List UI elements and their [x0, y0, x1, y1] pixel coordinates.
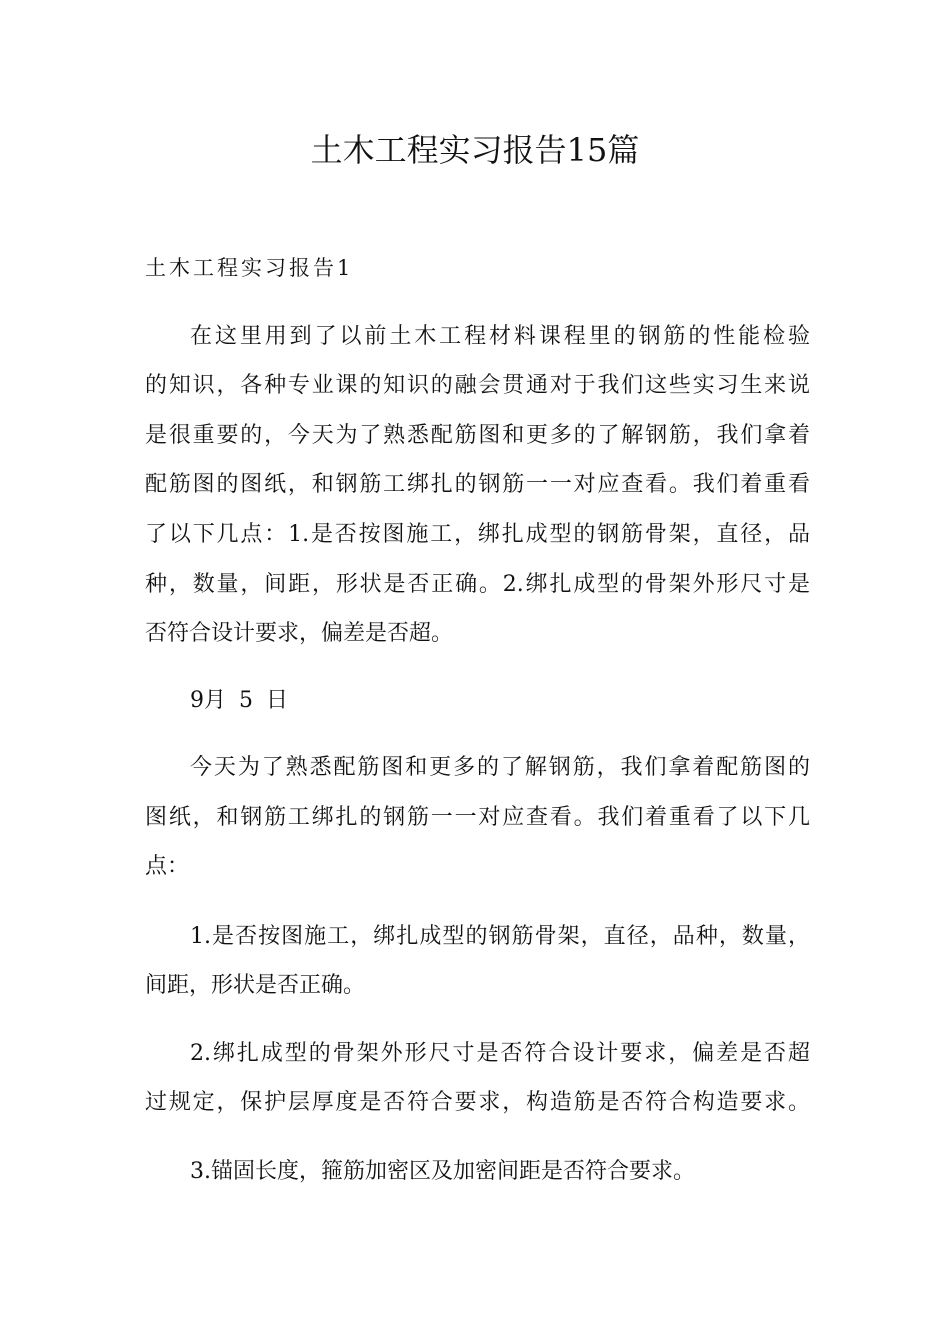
paragraph-line: 1.是否按图施工，绑扎成型的钢筋骨架，直径，品种，数量，: [190, 924, 810, 949]
paragraph-line: 间距，形状是否正确。: [145, 973, 366, 998]
paragraph-line: 的知识，各种专业课的知识的融会贯通对于我们这些实习生来说: [145, 373, 810, 398]
document-title: 土木工程实习报告15篇: [310, 131, 640, 169]
paragraph-line: 3.锚固长度，箍筋加密区及加密间距是否符合要求。: [190, 1159, 695, 1184]
paragraph-line: 今天为了熟悉配筋图和更多的了解钢筋，我们拿着配筋图的: [190, 755, 810, 780]
paragraph-line: 2.绑扎成型的骨架外形尺寸是否符合设计要求，偏差是否超: [190, 1041, 810, 1066]
paragraph-line: 配筋图的图纸，和钢筋工绑扎的钢筋一一对应查看。我们着重看: [145, 472, 810, 497]
section-heading: 土木工程实习报告1: [145, 256, 354, 280]
paragraph-line: 了以下几点：1.是否按图施工，绑扎成型的钢筋骨架，直径，品: [145, 522, 810, 547]
paragraph-line: 是很重要的，今天为了熟悉配筋图和更多的了解钢筋，我们拿着: [145, 423, 810, 448]
paragraph-line: 过规定，保护层厚度是否符合要求，构造筋是否符合构造要求。: [145, 1090, 810, 1115]
paragraph-line: 种，数量，间距，形状是否正确。2.绑扎成型的骨架外形尺寸是: [145, 572, 810, 597]
date-line: 9月 5 日: [190, 688, 288, 713]
paragraph-line: 点：: [145, 854, 190, 879]
paragraph-line: 在这里用到了以前土木工程材料课程里的钢筋的性能检验: [190, 324, 810, 349]
paragraph-line: 图纸，和钢筋工绑扎的钢筋一一对应查看。我们着重看了以下几: [145, 805, 810, 830]
paragraph-line: 否符合设计要求，偏差是否超。: [145, 621, 454, 646]
